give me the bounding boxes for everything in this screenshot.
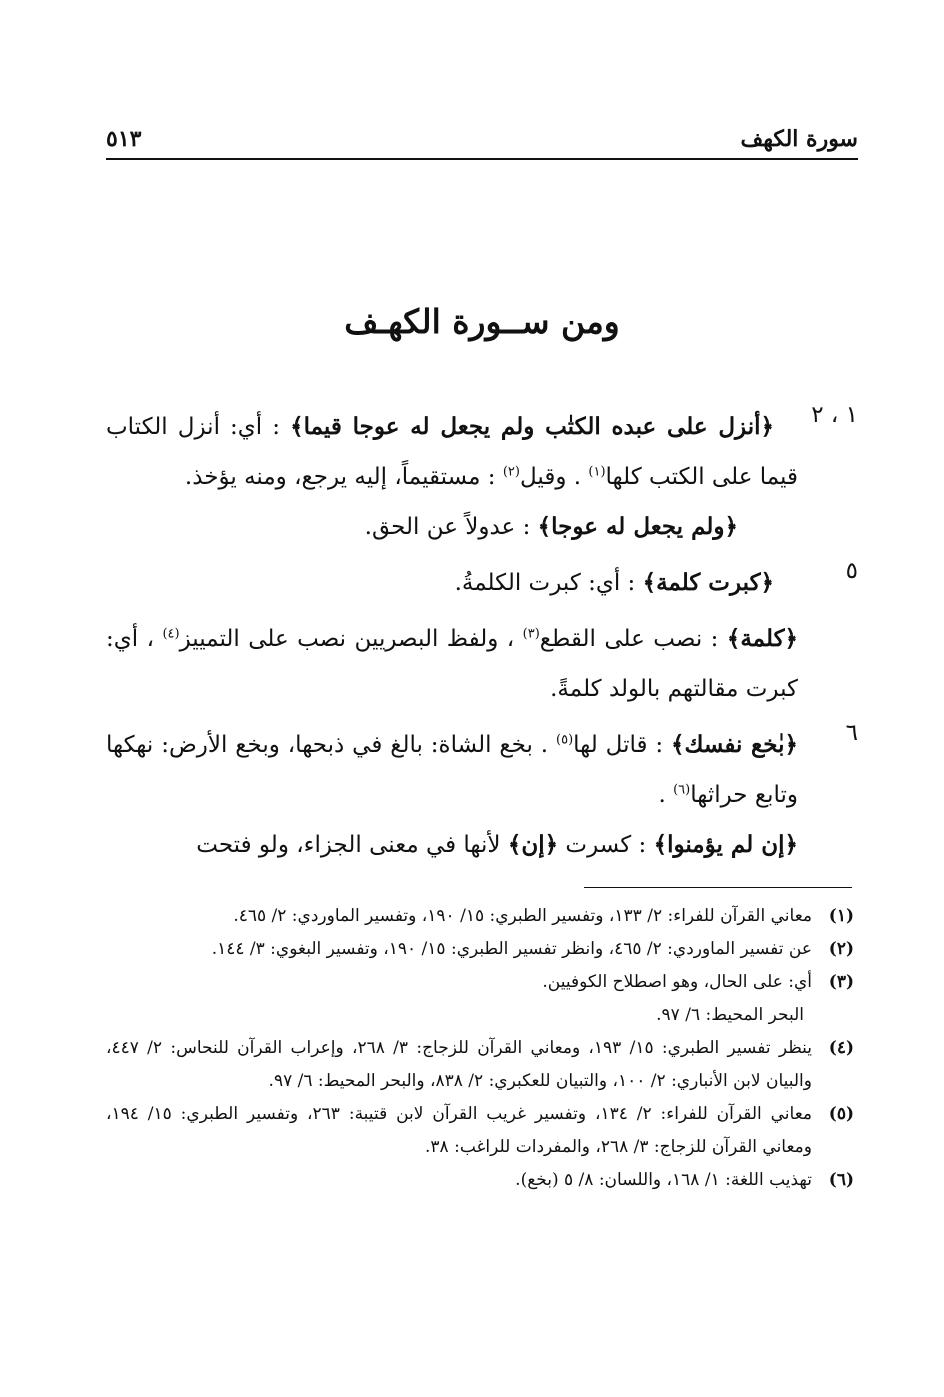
quran-quote: ﴿بٰخع نفسك﴾: [671, 731, 799, 758]
footnote-subtext: البحر المحيط: ٦/ ٩٧.: [656, 1005, 804, 1025]
footnote-5: [106, 1098, 854, 1164]
footnote-text: عن تفسير الماوردي: ٢/ ٤٦٥، وانظر تفسير الطبري: ١٥/ ١٩٠، وتفسير البغوي: ٣/ ١٤٤.: [211, 939, 812, 959]
verse-number: ٥: [845, 558, 858, 584]
footnote-1: [106, 900, 854, 933]
footnote-ref: (٤): [162, 626, 180, 642]
entry-text: ﴿كبرت كلمة﴾ : أي: كبرت الكلمةُ.: [454, 569, 774, 596]
footnote-text: ينظر تفسير الطبري: ١٥/ ١٩٣، ومعاني القرآن للزجاج: ٣/ ٢٦٨، وإعراب القرآن للنحاس: ٢/ ٤٤٧، والبيان لابن الأنباري: ٢/ ١٠٠، والتبيان للعكبري: ٢/ ٨٣٨، والبحر المحيط: ٦/ ٩٧.: [106, 1038, 813, 1091]
footnote-2: [106, 933, 854, 966]
verse-number: ٦: [845, 720, 858, 746]
footnote-text: أي: على الحال، وهو اصطلاح الكوفيين.: [542, 972, 812, 992]
footnote-6: [106, 1164, 854, 1197]
footnote-text: معاني القرآن للفراء: ٢/ ١٣٣، وتفسير الطبري: ١٥/ ١٩٠، وتفسير الماوردي: ٢/ ٤٦٥.: [233, 906, 812, 926]
quran-quote: ﴿ولم يجعل له عوجا﴾: [537, 513, 738, 540]
entry-verse-1-2: [106, 402, 858, 502]
verse-number: ١ ، ٢: [811, 402, 858, 428]
header-rule: [106, 158, 858, 160]
running-header: [106, 118, 858, 158]
footnote-number: (٣): [828, 972, 854, 992]
section-title: ومن ســورة الكهـف: [344, 302, 620, 341]
commentary-body: [106, 402, 858, 870]
footnote-number: (٥): [828, 1104, 854, 1124]
chapter-title: سورة الكهف: [740, 126, 858, 152]
entry-text: ﴿إن لم يؤمنوا﴾ : كسرت ﴿إن﴾ لأنها في معنى الجزاء، ولو فتحت: [196, 831, 798, 858]
page-number: ٥١٣: [106, 126, 142, 152]
entry-verse-5: [106, 558, 858, 608]
footnote-4: [106, 1032, 854, 1098]
footnote-ref: (٦): [673, 782, 691, 798]
entry-kalimah: [106, 614, 858, 714]
footnote-number: (٦): [828, 1170, 854, 1190]
footnote-text: تهذيب اللغة: ١/ ١٦٨، واللسان: ٨/ ٥ (بخع).: [515, 1170, 812, 1190]
footnote-number: (٢): [828, 939, 854, 959]
entry-text: ﴿كلمة﴾ : نصب على القطع$^{(٣)}$ ، ولفظ البصريين نصب على التمييز$^{(٤)}$ ، أي: كبرت مقالتهم بالولد كلمةً.: [106, 625, 799, 702]
entry-text: ﴿أنزل على عبده الكتٰب ولم يجعل له عوجا قيما﴾ : أي: أنزل الكتاب قيما على الكتب كلها$^{(١)}$ . وقيل$^{(٢)}$ : مستقيماً، إليه يرجع، ومنه يؤخذ.: [106, 413, 798, 490]
footnote-number: (٤): [828, 1038, 854, 1058]
footnote-ref: (٣): [522, 626, 540, 642]
entry-wa-lam-yajal: [106, 502, 858, 552]
entry-in-lam-yuminu: [106, 820, 858, 870]
entry-text: ﴿بٰخع نفسك﴾ : قاتل لها$^{(٥)}$ . بخع الشاة: بالغ في ذبحها، وبخع الأرض: نهكها وتابع حراثها$^{(٦)}$ .: [106, 731, 799, 808]
footnote-ref: (٢): [502, 464, 520, 480]
quran-quote: ﴿كلمة﴾: [726, 625, 799, 652]
footnote-ref: (١): [588, 464, 606, 480]
footnotes: [106, 900, 854, 1197]
footnote-number: (١): [828, 906, 854, 926]
quran-quote: ﴿أنزل على عبده الكتٰب ولم يجعل له عوجا قيما﴾: [290, 413, 775, 440]
quran-quote: ﴿إن﴾: [507, 831, 559, 858]
entry-text: ﴿ولم يجعل له عوجا﴾ : عدولاً عن الحق.: [364, 513, 738, 540]
footnote-3: [106, 966, 854, 1032]
footnote-rule: [584, 887, 852, 888]
footnote-text: معاني القرآن للفراء: ٢/ ١٣٤، وتفسير غريب القرآن لابن قتيبة: ٢٦٣، وتفسير الطبري: ١٥/ ١٩٤، ومعاني القرآن للزجاج: ٣/ ٢٦٨، والمفردات للراغب: ٣٨.: [106, 1104, 813, 1157]
footnote-ref: (٥): [556, 732, 574, 748]
quran-quote: ﴿إن لم يؤمنوا﴾: [653, 831, 798, 858]
entry-verse-6: [106, 720, 858, 820]
quran-quote: ﴿كبرت كلمة﴾: [642, 569, 774, 596]
